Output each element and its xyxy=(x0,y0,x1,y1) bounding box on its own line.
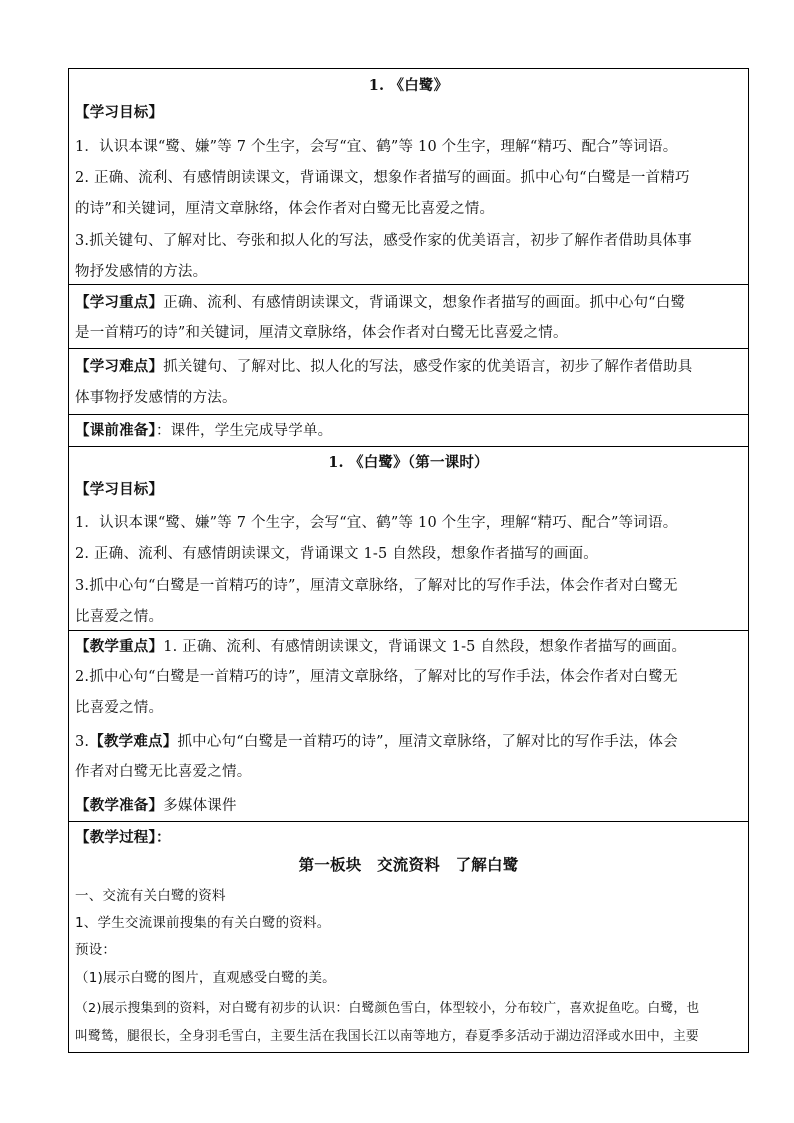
teaching-prep-line: 【教学准备】多媒体课件 xyxy=(75,797,237,814)
learning-difficulties-line: 体事物抒发感情的方法。 xyxy=(75,390,237,406)
block-title: 第一板块 交流资料 了解白鹭 xyxy=(298,855,519,874)
goal-line: 比喜爱之情。 xyxy=(75,609,164,625)
pre-class-prep-line: 【课前准备】：课件，学生完成导学单。 xyxy=(75,422,333,439)
teaching-key-points-line: 【教学重点】1. 正确、流利、有感情朗读课文，背诵课文 1-5 自然段，想象作者描写的画面。 xyxy=(75,638,687,655)
teaching-difficulty-line: 3.【教学难点】抓中心句“白鹭是一首精巧的诗”，厘清文章脉络，了解对比的写作手法，体会 xyxy=(75,733,678,750)
goal-line: 2. 正确、流利、有感情朗读课文，背诵课文 1-5 自然段，想象作者描写的画面。 xyxy=(75,546,599,562)
learning-key-points-cell xyxy=(69,284,748,348)
process-line: 一、交流有关白鹭的资料 xyxy=(75,888,226,904)
goal-line: 3.抓关键句、了解对比、夸张和拟人化的写法，感受作家的优美语言，初步了解作者借助具体事 xyxy=(75,233,692,249)
teaching-process-cell xyxy=(69,821,748,1054)
goal-line: 1．认识本课“鹭、嫌”等 7 个生字，会写“宜、鹤”等 10 个生字，理解“精巧、配合”等词语。 xyxy=(75,139,678,155)
process-line: 叫鹭鸶，腿很长，全身羽毛雪白，主要生活在我国长江以南等地方，春夏季多活动于湖边沼泽或水田中，主要 xyxy=(75,1029,699,1044)
goal-line: 3.抓中心句“白鹭是一首精巧的诗”，厘清文章脉络，了解对比的写作手法，体会作者对白鹭无 xyxy=(75,578,678,594)
teaching-focus-cell xyxy=(69,630,748,821)
learning-difficulties-line: 【学习难点】抓关键句、了解对比、拟人化的写法，感受作家的优美语言，初步了解作者借助具 xyxy=(75,358,693,375)
learning-goals-heading: 【学习目标】 xyxy=(75,104,164,121)
goal-line: 的诗”和关键词，厘清文章脉络，体会作者对白鹭无比喜爱之情。 xyxy=(75,201,495,217)
teaching-key-points-label: 【教学重点】 xyxy=(75,638,164,655)
teaching-key-points-line: 比喜爱之情。 xyxy=(75,700,164,716)
teaching-prep-label: 【教学准备】 xyxy=(75,797,164,814)
goal-line: 2. 正确、流利、有感情朗读课文，背诵课文，想象作者描写的画面。抓中心句“白鹭是一首精巧 xyxy=(75,170,690,186)
process-line: 1、学生交流课前搜集的有关白鹭的资料。 xyxy=(75,915,331,931)
lesson-overview-cell xyxy=(69,69,748,284)
process-line: （2)展示搜集到的资料，对白鹭有初步的认识：白鹭颜色雪白，体型较小，分布较广，喜欢捉鱼吃。白鹭，也 xyxy=(75,1001,700,1016)
pre-class-prep-cell xyxy=(69,414,748,446)
first-lesson-goals-heading: 【学习目标】 xyxy=(75,481,164,498)
process-line: 预设： xyxy=(75,942,117,958)
goal-line: 1．认识本课“鹭、嫌”等 7 个生字，会写“宜、鹤”等 10 个生字，理解“精巧、配合”等词语。 xyxy=(75,515,678,531)
learning-difficulties-cell xyxy=(69,348,748,414)
first-lesson-title: 1. 《白鹭》（第一课时） xyxy=(328,454,489,471)
lesson-title: 1. 《白鹭》 xyxy=(368,77,449,94)
learning-key-points-label: 【学习重点】 xyxy=(75,294,164,311)
process-line: （1)展示白鹭的图片，直观感受白鹭的美。 xyxy=(75,970,336,986)
learning-key-points-line: 是一首精巧的诗”和关键词，厘清文章脉络，体会作者对白鹭无比喜爱之情。 xyxy=(75,325,568,341)
lesson-plan-table xyxy=(68,68,749,1053)
learning-key-points-line: 【学习重点】正确、流利、有感情朗读课文，背诵课文，想象作者描写的画面。抓中心句“白鹭 xyxy=(75,294,686,311)
first-lesson-cell xyxy=(69,446,748,630)
teaching-key-points-line: 2.抓中心句“白鹭是一首精巧的诗”，厘清文章脉络，了解对比的写作手法，体会作者对白鹭无 xyxy=(75,669,678,685)
teaching-process-label: 【教学过程】： xyxy=(75,829,171,846)
goal-line: 物抒发感情的方法。 xyxy=(75,264,208,280)
teaching-difficulty-label: 【教学难点】 xyxy=(89,733,178,750)
pre-class-prep-label: 【课前准备】 xyxy=(75,422,156,439)
teaching-difficulty-line: 作者对白鹭无比喜爱之情。 xyxy=(75,764,252,780)
learning-difficulties-label: 【学习难点】 xyxy=(75,358,164,375)
